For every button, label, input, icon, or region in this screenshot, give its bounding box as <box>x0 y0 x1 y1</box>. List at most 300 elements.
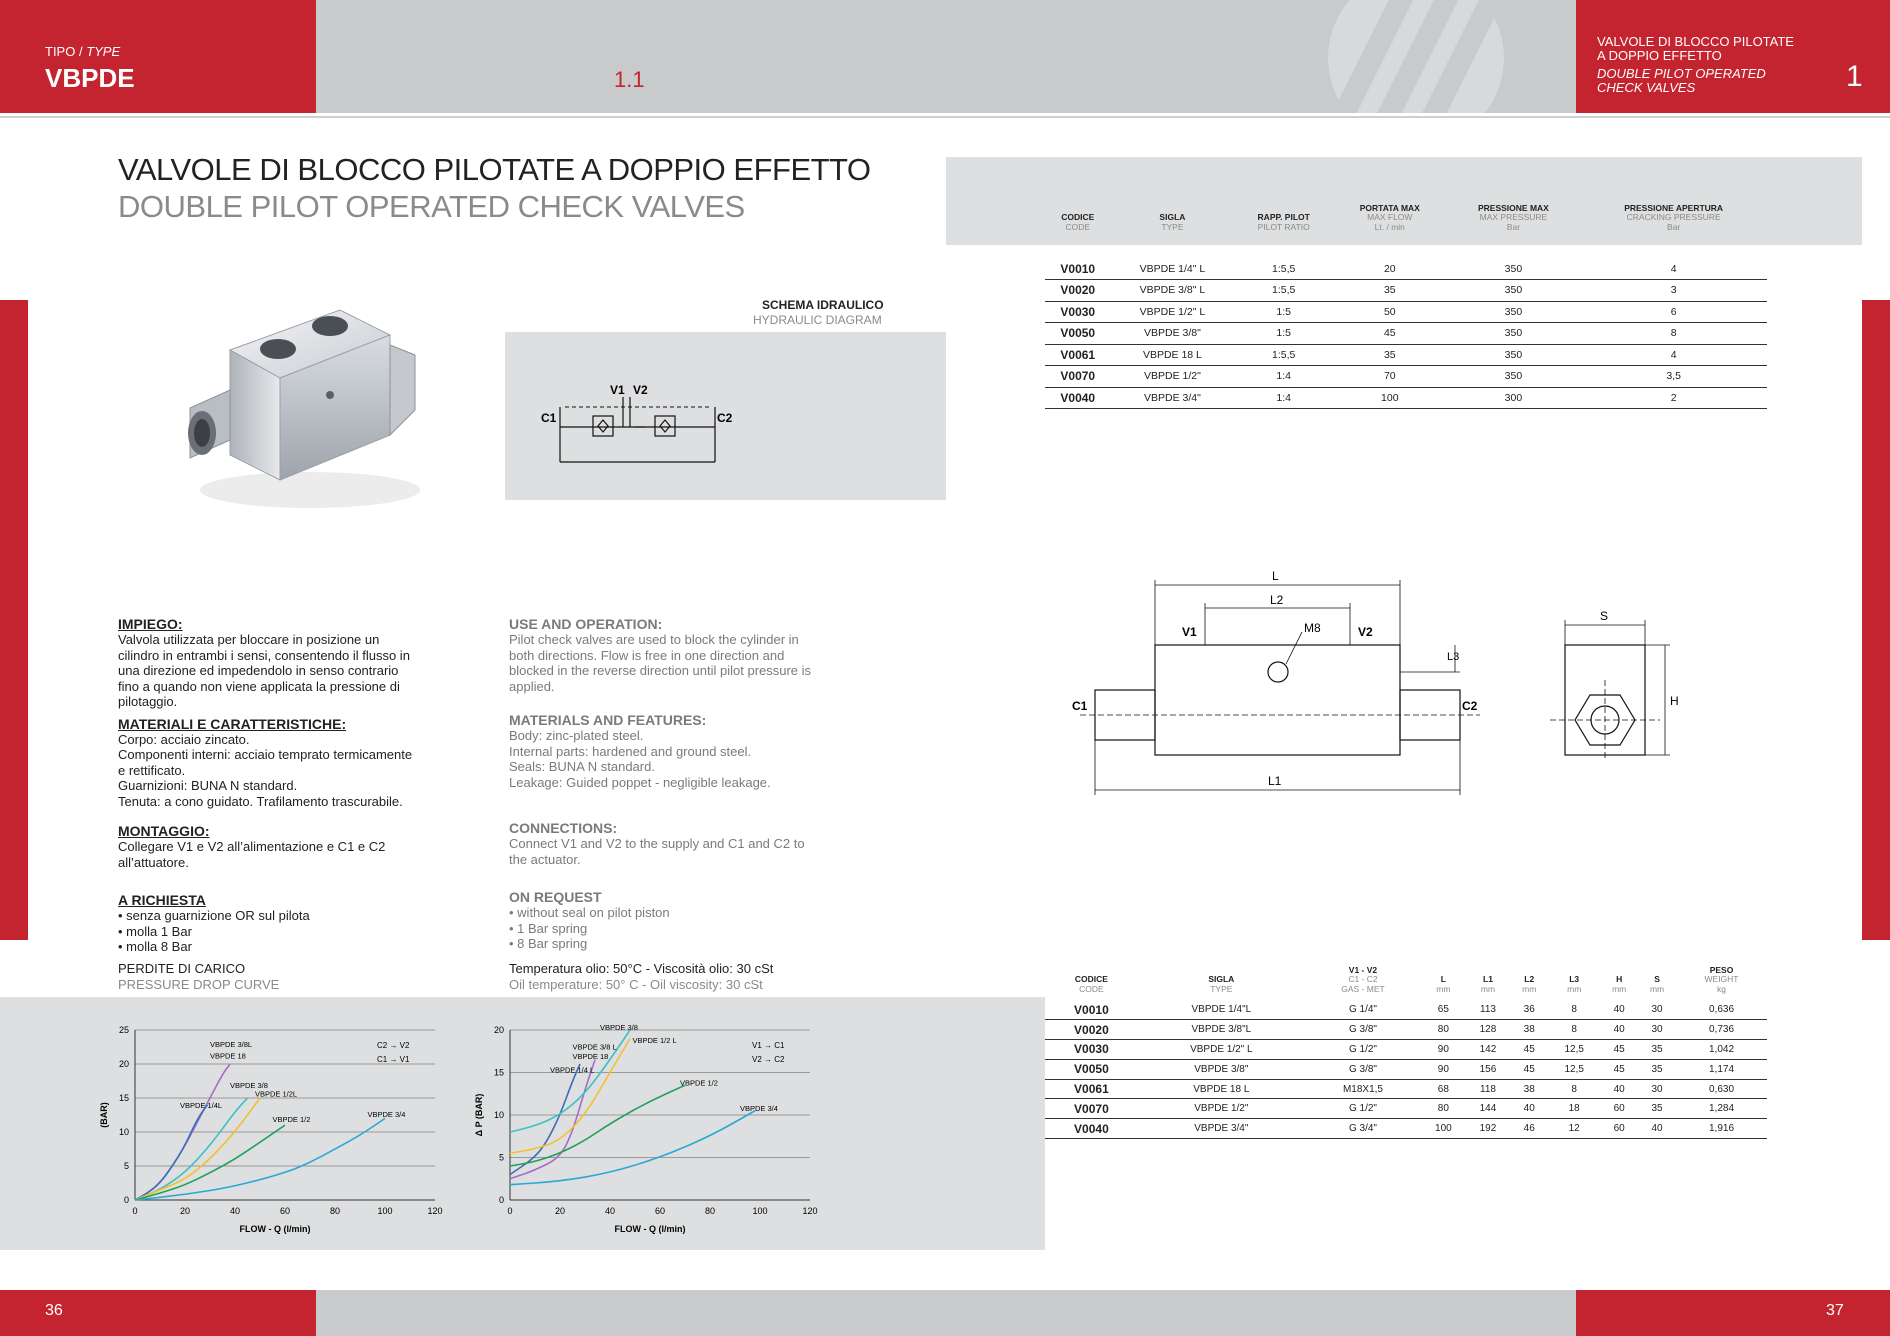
table-row <box>1045 258 1767 280</box>
code-cell: V0030 <box>1045 1040 1138 1060</box>
table-cell: 350 <box>1447 280 1581 302</box>
table-cell: VBPDE 3/8" L <box>1111 280 1235 302</box>
impiego-line: una direzione ed impedendolo in senso contrario <box>118 663 399 678</box>
table-cell: 1:5,5 <box>1234 280 1333 302</box>
table-cell: 3,5 <box>1580 366 1767 388</box>
table-cell: VBPDE 3/8" <box>1111 323 1235 345</box>
table-cell: 38 <box>1510 1079 1548 1099</box>
column-header-it: SIGLA <box>1159 212 1186 222</box>
type-code: VBPDE <box>45 63 135 93</box>
legend-entry: C2 → V2 <box>377 1041 410 1050</box>
materials-line: Body: zinc-plated steel. <box>509 728 644 743</box>
connections-line: the actuator. <box>509 851 581 867</box>
schema-label-c1: C1 <box>541 411 557 425</box>
header-left-block <box>0 0 316 113</box>
column-header-en: CRACKING PRESSURE <box>1626 212 1721 222</box>
x-tick-label: 20 <box>554 1206 566 1216</box>
impiego-line: cilindro in entrambi i sensi, consentendo il flusso in <box>118 647 410 663</box>
series-line <box>135 1125 285 1200</box>
column-header-unit: Bar <box>1506 221 1521 232</box>
table-cell: 1:4 <box>1234 366 1333 388</box>
table-cell: 45 <box>1510 1040 1548 1060</box>
table-cell: 2 <box>1580 387 1767 409</box>
materiali-line: Componenti interni: acciaio temprato termicamente <box>118 747 413 762</box>
table-cell: 1,284 <box>1676 1099 1767 1119</box>
y-tick-label: 5 <box>123 1161 129 1171</box>
use-heading: USE AND OPERATION: <box>509 616 663 632</box>
materiali-heading: MATERIALI E CARATTERISTICHE: <box>118 715 347 732</box>
materials-line: Internal parts: hardened and ground steel. <box>509 743 752 759</box>
x-tick-label: 60 <box>279 1206 291 1216</box>
table-cell: G 3/8" <box>1305 1020 1421 1040</box>
table-cell: 350 <box>1447 366 1581 388</box>
code-cell: V0050 <box>1045 323 1111 345</box>
table-cell: 300 <box>1447 387 1581 409</box>
description-en <box>509 612 829 952</box>
column-header-en: PILOT RATIO <box>1257 221 1310 232</box>
dim-label-c1: C1 <box>1072 699 1088 713</box>
column-header-unit: mm <box>1612 983 1627 994</box>
table-cell: VBPDE 1/2" L <box>1138 1040 1305 1060</box>
table-row <box>1045 280 1767 302</box>
pressure-drop-chart-2 <box>470 1015 830 1240</box>
table-cell: 35 <box>1638 1040 1676 1060</box>
table-cell: 1:5,5 <box>1234 344 1333 366</box>
column-header <box>1466 948 1511 1000</box>
table-cell: 350 <box>1447 344 1581 366</box>
x-tick-label: 80 <box>704 1206 716 1216</box>
series-annotation: VBPDE 3/4 <box>740 1103 778 1113</box>
table-cell: 30 <box>1638 1000 1676 1020</box>
table-cell: 35 <box>1638 1059 1676 1079</box>
column-header-en: C1 - C2 <box>1348 974 1378 984</box>
materials-line: Leakage: Guided poppet - negligible leakage. <box>509 774 771 790</box>
table-cell: 4 <box>1580 344 1767 366</box>
schema-title-it: SCHEMA IDRAULICO <box>762 298 884 312</box>
table-cell: 40 <box>1510 1099 1548 1119</box>
series-annotation: VBPDE 3/4 <box>367 1110 406 1120</box>
series-line <box>510 1060 595 1179</box>
code-cell: V0040 <box>1045 1119 1138 1139</box>
column-header-en: MAX PRESSURE <box>1479 212 1548 222</box>
table-cell: 40 <box>1600 1079 1638 1099</box>
column-header-en: TYPE <box>1210 983 1233 994</box>
x-axis-label: FLOW - Q (l/min) <box>614 1224 686 1234</box>
table-row <box>1045 366 1767 388</box>
table-cell: 20 <box>1333 258 1447 280</box>
table-cell: VBPDE 1/2" L <box>1111 301 1235 323</box>
table-cell: 65 <box>1421 1000 1466 1020</box>
table-cell: 40 <box>1600 1020 1638 1040</box>
table-cell: 1:5,5 <box>1234 258 1333 280</box>
column-header <box>1045 188 1111 238</box>
table-cell: 8 <box>1548 1079 1600 1099</box>
code-cell: V0010 <box>1045 1000 1138 1020</box>
x-tick-label: 120 <box>427 1206 443 1216</box>
table-cell: 60 <box>1600 1119 1638 1139</box>
header-right-block <box>1576 0 1890 113</box>
code-cell: V0050 <box>1045 1059 1138 1079</box>
x-tick-label: 60 <box>654 1206 666 1216</box>
dimension-drawing <box>1060 560 1700 800</box>
table-cell: 70 <box>1333 366 1447 388</box>
onrequest-item: • 8 Bar spring <box>509 936 588 951</box>
table-row <box>1045 344 1767 366</box>
onrequest-item: • without seal on pilot piston <box>509 905 670 920</box>
dim-label-v1: V1 <box>1182 625 1197 639</box>
table-cell: 100 <box>1421 1119 1466 1139</box>
table-cell: VBPDE 1/4" L <box>1111 258 1235 280</box>
code-cell: V0070 <box>1045 366 1111 388</box>
series-annotation: VBPDE 1/2 <box>272 1114 311 1124</box>
table-cell: 50 <box>1333 301 1447 323</box>
column-header <box>1580 188 1767 238</box>
y-tick-label: 15 <box>118 1093 129 1103</box>
table-cell: M18X1,5 <box>1305 1079 1421 1099</box>
table-cell: 90 <box>1421 1059 1466 1079</box>
schema-label-c2: C2 <box>717 411 733 425</box>
footer-left-block <box>0 1290 316 1336</box>
table-cell: 156 <box>1466 1059 1511 1079</box>
table-cell: 60 <box>1600 1099 1638 1119</box>
x-tick-label: 80 <box>329 1206 341 1216</box>
side-bar-right <box>1862 300 1890 940</box>
column-header-unit: GAS - MET <box>1341 983 1385 994</box>
x-tick-label: 20 <box>179 1206 191 1216</box>
code-cell: V0061 <box>1045 344 1111 366</box>
dim-label-l3: L3 <box>1447 651 1460 663</box>
table-row <box>1045 387 1767 409</box>
column-header-it: H <box>1616 974 1623 984</box>
table-cell: 0,630 <box>1676 1079 1767 1099</box>
table-cell: VBPDE 1/4"L <box>1138 1000 1305 1020</box>
code-cell: V0061 <box>1045 1079 1138 1099</box>
table-cell: 38 <box>1510 1020 1548 1040</box>
table-cell: VBPDE 1/2" <box>1138 1099 1305 1119</box>
table-cell: 68 <box>1421 1079 1466 1099</box>
table-cell: 12,5 <box>1548 1040 1600 1060</box>
table-cell: 192 <box>1466 1119 1511 1139</box>
table-header-row <box>1045 948 1767 1000</box>
materiali-line: Guarnizioni: BUNA N standard. <box>118 778 298 793</box>
table-cell: 12 <box>1548 1119 1600 1139</box>
use-line: applied. <box>509 678 555 694</box>
onrequest-item: • 1 Bar spring <box>509 920 588 936</box>
table-cell: G 3/8" <box>1305 1059 1421 1079</box>
richiesta-item: • molla 8 Bar <box>118 939 192 954</box>
code-cell: V0020 <box>1045 280 1111 302</box>
table-row <box>1045 1020 1767 1040</box>
column-header-en: CODE <box>1065 221 1091 232</box>
table-cell: 118 <box>1466 1079 1511 1099</box>
y-tick-label: 0 <box>498 1195 504 1205</box>
table-cell: VBPDE 3/4" <box>1111 387 1235 409</box>
x-tick-label: 0 <box>507 1206 513 1216</box>
table-cell: 4 <box>1580 258 1767 280</box>
impiego-heading: IMPIEGO: <box>118 616 183 632</box>
column-header-it: CODICE <box>1061 212 1095 222</box>
series-annotation: VBPDE 18 <box>572 1051 609 1061</box>
table-cell: 35 <box>1638 1099 1676 1119</box>
page-title-en: DOUBLE PILOT OPERATED CHECK VALVES <box>118 189 745 224</box>
y-tick-label: 25 <box>118 1025 129 1035</box>
code-cell: V0070 <box>1045 1099 1138 1119</box>
type-label: TIPO / TYPE <box>45 44 121 59</box>
montaggio-line: Collegare V1 e V2 all’alimentazione e C1 e C2 <box>118 839 386 854</box>
column-header <box>1600 948 1638 1000</box>
table-cell: 45 <box>1600 1059 1638 1079</box>
table-cell: 144 <box>1466 1099 1511 1119</box>
column-header <box>1234 188 1333 238</box>
column-header-unit: mm <box>1522 983 1537 994</box>
y-tick-label: 10 <box>118 1127 129 1137</box>
table-cell: 0,636 <box>1676 1000 1767 1020</box>
table-cell: 45 <box>1333 323 1447 345</box>
table-cell: 350 <box>1447 258 1581 280</box>
code-cell: V0020 <box>1045 1020 1138 1040</box>
column-header-it: SIGLA <box>1208 974 1235 984</box>
impiego-line: Valvola utilizzata per bloccare in posizione un <box>118 632 380 647</box>
dim-label-m8: M8 <box>1304 621 1321 635</box>
y-axis-label: Δ P (BAR) <box>474 1093 484 1137</box>
column-header <box>1111 188 1235 238</box>
footer-right-block <box>1576 1290 1890 1336</box>
table-cell: 1,174 <box>1676 1059 1767 1079</box>
series-annotation: VBPDE 1/4L <box>180 1101 223 1111</box>
column-header-unit: mm <box>1436 983 1451 994</box>
table-cell: 8 <box>1548 1020 1600 1040</box>
header-right-title-it: VALVOLE DI BLOCCO PILOTATE A DOPPIO EFFETTO <box>1597 34 1794 63</box>
table-cell: VBPDE 1/2" <box>1111 366 1235 388</box>
table-cell: 1:4 <box>1234 387 1333 409</box>
table-cell: G 1/2" <box>1305 1040 1421 1060</box>
column-header-it: PRESSIONE MAX <box>1477 202 1549 213</box>
table-cell: 80 <box>1421 1020 1466 1040</box>
richiesta-item: • senza guarnizione OR sul pilota <box>118 908 310 923</box>
y-tick-label: 5 <box>498 1152 504 1163</box>
series-line <box>135 1118 385 1200</box>
legend-entry: V1 → C1 <box>752 1041 785 1050</box>
column-header <box>1305 948 1421 1000</box>
dim-label-l: L <box>1272 569 1279 583</box>
table-cell: G 1/4" <box>1305 1000 1421 1020</box>
table-cell: 1:5 <box>1234 301 1333 323</box>
x-tick-label: 40 <box>229 1206 241 1216</box>
column-header-it: CODICE <box>1074 974 1108 984</box>
header-right-title-en: DOUBLE PILOT OPERATED CHECK VALVES <box>1597 66 1766 95</box>
table-row <box>1045 1079 1767 1099</box>
table-cell: 45 <box>1510 1059 1548 1079</box>
onrequest-heading: ON REQUEST <box>509 889 602 905</box>
impiego-line: fino a quando non viene applicata la pressione di <box>118 678 400 694</box>
column-header-unit: mm <box>1649 983 1665 994</box>
series-annotation: VBPDE 1/2 <box>680 1078 718 1088</box>
dim-label-v2: V2 <box>1358 625 1373 639</box>
dimension-table <box>1045 948 1767 1139</box>
series-annotation: VBPDE 18 <box>210 1051 246 1061</box>
table-row <box>1045 1059 1767 1079</box>
table-cell: VBPDE 18 L <box>1111 344 1235 366</box>
dim-label-h: H <box>1670 694 1679 708</box>
spec-table <box>1045 202 1767 409</box>
section-number: 1.1 <box>614 67 645 92</box>
side-bar-left <box>0 300 28 940</box>
page-number-right: 37 <box>1826 1302 1844 1319</box>
y-tick-label: 20 <box>118 1059 129 1069</box>
table-cell: 36 <box>1510 1000 1548 1020</box>
column-header-unit: mm <box>1567 983 1582 994</box>
chapter-number: 1 <box>1846 60 1863 93</box>
column-header-en: MAX FLOW <box>1367 212 1413 222</box>
table-row <box>1045 1119 1767 1139</box>
column-header-it: PORTATA MAX <box>1359 202 1420 213</box>
richiesta-heading: A RICHIESTA <box>118 892 206 908</box>
schema-label-v1: V1 <box>610 383 625 397</box>
table-cell: 30 <box>1638 1020 1676 1040</box>
series-line <box>135 1098 248 1200</box>
hydraulic-diagram <box>505 332 946 500</box>
code-cell: V0010 <box>1045 258 1111 280</box>
x-tick-label: 100 <box>752 1206 768 1216</box>
series-annotation: VBPDE 3/8 <box>230 1080 268 1090</box>
dim-label-l1: L1 <box>1268 774 1282 788</box>
table-cell: G 3/4" <box>1305 1119 1421 1139</box>
table-cell: 18 <box>1548 1099 1600 1119</box>
series-line <box>510 1111 755 1185</box>
page-title-it: VALVOLE DI BLOCCO PILOTATE A DOPPIO EFFETTO <box>118 152 871 187</box>
table-cell: 1:5 <box>1234 323 1333 345</box>
table-cell: 1,042 <box>1676 1040 1767 1060</box>
schema-title-en: HYDRAULIC DIAGRAM <box>753 313 882 327</box>
dim-label-c2: C2 <box>1462 699 1478 713</box>
column-header-unit: Lt. / min <box>1374 221 1405 232</box>
use-line: Pilot check valves are used to block the cylinder in <box>509 632 799 647</box>
table-row <box>1045 1040 1767 1060</box>
column-header-it: RAPP. PILOT <box>1257 212 1310 222</box>
column-header-it: PESO <box>1709 964 1734 975</box>
table-cell: 35 <box>1333 344 1447 366</box>
column-header <box>1333 188 1447 238</box>
column-header <box>1045 948 1138 1000</box>
column-header <box>1138 948 1305 1000</box>
legend-entry: V2 → C2 <box>752 1055 785 1064</box>
table-cell: 1,916 <box>1676 1119 1767 1139</box>
series-annotation: VBPDE 3/8 L <box>572 1042 617 1052</box>
column-header <box>1510 948 1548 1000</box>
montaggio-line: all’attuatore. <box>118 854 189 870</box>
code-cell: V0030 <box>1045 301 1111 323</box>
materiali-line: e rettificato. <box>118 762 186 778</box>
page-number-left: 36 <box>45 1302 63 1319</box>
header-rule <box>0 116 1890 118</box>
logo-watermark <box>1256 0 1516 113</box>
series-annotation: VBPDE 1/2 L <box>632 1035 677 1045</box>
column-header-it: PRESSIONE APERTURA <box>1624 202 1724 213</box>
table-header-row <box>1045 208 1767 258</box>
materiali-line: Tenuta: a cono guidato. Trafilamento trascurabile. <box>118 793 403 809</box>
x-tick-label: 100 <box>377 1206 393 1216</box>
connections-heading: CONNECTIONS: <box>509 820 618 836</box>
dim-label-l2: L2 <box>1270 593 1284 607</box>
x-tick-label: 120 <box>802 1206 818 1216</box>
code-cell: V0040 <box>1045 387 1111 409</box>
table-cell: 100 <box>1333 387 1447 409</box>
table-cell: 128 <box>1466 1020 1511 1040</box>
y-axis-label: (BAR) <box>99 1102 109 1128</box>
x-axis-label: FLOW - Q (l/min) <box>239 1224 311 1234</box>
table-cell: 8 <box>1580 323 1767 345</box>
y-tick-label: 10 <box>493 1110 504 1120</box>
column-header-it: S <box>1654 974 1660 984</box>
valve-product-photo <box>180 290 430 520</box>
pressure-drop-chart-1 <box>95 1015 455 1240</box>
table-cell: 350 <box>1447 301 1581 323</box>
y-tick-label: 20 <box>493 1025 504 1035</box>
table-cell: 30 <box>1638 1079 1676 1099</box>
table-cell: 90 <box>1421 1040 1466 1060</box>
dim-label-s: S <box>1600 609 1609 623</box>
x-tick-label: 0 <box>132 1206 138 1216</box>
column-header-en: TYPE <box>1161 221 1184 232</box>
column-header-it: L2 <box>1524 974 1535 984</box>
column-header <box>1421 948 1466 1000</box>
column-header-en: WEIGHT <box>1704 974 1739 984</box>
table-cell: VBPDE 18 L <box>1138 1079 1305 1099</box>
column-header-en: CODE <box>1079 983 1104 994</box>
montaggio-heading: MONTAGGIO: <box>118 823 210 839</box>
use-line: both directions. Flow is free in one direction and <box>509 647 785 663</box>
column-header-it: V1 - V2 <box>1348 964 1378 975</box>
table-cell: VBPDE 3/8" <box>1138 1059 1305 1079</box>
description-it <box>118 612 428 955</box>
pressure-drop-title-it: PERDITE DI CARICO <box>118 961 246 976</box>
column-header-it: L3 <box>1569 974 1580 984</box>
table-cell: 40 <box>1600 1000 1638 1020</box>
table-cell: 46 <box>1510 1119 1548 1139</box>
column-header-it: L1 <box>1483 974 1493 984</box>
table-cell: G 1/2" <box>1305 1099 1421 1119</box>
table-cell: 80 <box>1421 1099 1466 1119</box>
header-grey-band <box>316 0 1576 113</box>
table-cell: 113 <box>1466 1000 1511 1020</box>
table-cell: 6 <box>1580 301 1767 323</box>
series-annotation: VBPDE 3/8L <box>210 1040 253 1049</box>
table-row <box>1045 1000 1767 1020</box>
column-header <box>1676 948 1767 1000</box>
oil-temp-en: Oil temperature: 50° C - Oil viscosity: 30 cSt <box>509 977 763 992</box>
column-header-unit: Bar <box>1667 221 1681 232</box>
x-tick-label: 40 <box>604 1206 616 1216</box>
y-tick-label: 15 <box>493 1067 504 1078</box>
materiali-line: Corpo: acciaio zincato. <box>118 731 250 747</box>
materials-line: Seals: BUNA N standard. <box>509 759 655 774</box>
table-cell: 12,5 <box>1548 1059 1600 1079</box>
series-annotation: VBPDE 3/8 <box>600 1023 638 1032</box>
footer-grey-band <box>316 1290 1576 1336</box>
table-cell: VBPDE 3/4" <box>1138 1119 1305 1139</box>
column-header-it: L <box>1440 974 1446 984</box>
column-header <box>1638 948 1676 1000</box>
series-annotation: VBPDE 1/4 L <box>550 1065 595 1075</box>
schema-label-v2: V2 <box>633 383 648 397</box>
use-line: blocked in the reverse direction until pilot pressure is <box>509 663 812 678</box>
legend-entry: C1 → V1 <box>377 1055 410 1064</box>
materials-heading: MATERIALS AND FEATURES: <box>509 712 707 728</box>
richiesta-item: • molla 1 Bar <box>118 923 192 939</box>
impiego-line: pilotaggio. <box>118 694 178 709</box>
column-header-unit: kg <box>1717 983 1726 994</box>
table-row <box>1045 1099 1767 1119</box>
